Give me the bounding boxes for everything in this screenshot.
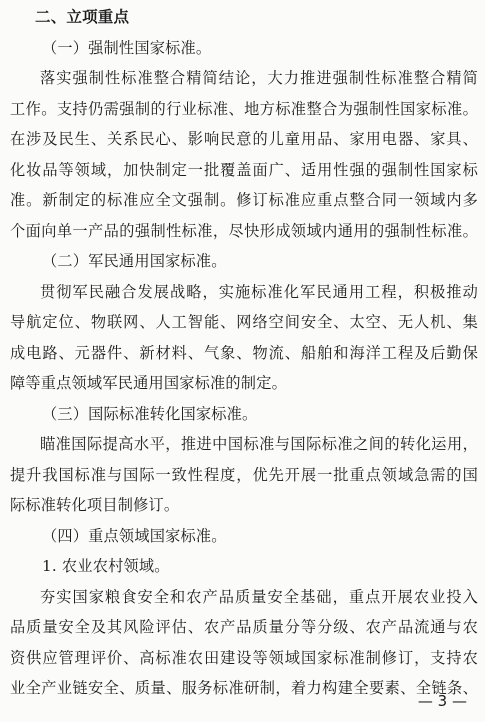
paragraph-line: 障等重点领域军民通用国家标准的制定。: [10, 374, 287, 392]
subsection-heading-mandatory: （一）强制性国家标准。: [42, 39, 212, 57]
subsection-heading-key-fields: （四）重点领域国家标准。: [42, 527, 227, 545]
paragraph-line: 贯彻军民融合发展战略，实施标准化军民通用工程，积极推动: [40, 283, 478, 301]
subsection-heading-agriculture: 1. 农业农村领域。: [42, 557, 170, 575]
paragraph-line: 成电路、元器件、新材料、气象、物流、船舶和海洋工程及后勤保: [10, 344, 478, 362]
paragraph-line: 业全产业链安全、质量、服务标准研制，着力构建全要素、全链条、: [10, 679, 478, 697]
paragraph-line: 际标准转化项目制修订。: [10, 496, 180, 514]
subsection-heading-international: （三）国际标准转化国家标准。: [42, 405, 258, 423]
paragraph-line: 夯实国家粮食安全和农产品质量安全基础，重点开展农业投入: [40, 588, 478, 606]
paragraph-line: 工作。支持仍需强制的行业标准、地方标准整合为强制性国家标准。: [10, 100, 478, 118]
section-heading: 二、立项重点: [35, 8, 130, 26]
paragraph-line: 准。新制定的标准应全文强制。修订标准应重点整合同一领域内多: [10, 191, 478, 209]
paragraph-line: 导航定位、物联网、人工智能、网络空间安全、太空、无人机、集: [10, 313, 478, 331]
paragraph-line: 落实强制性标准整合精简结论，大力推进强制性标准整合精简: [40, 69, 478, 87]
page-number: — 3 —: [417, 692, 467, 710]
paragraph-line: 瞄准国际提高水平，推进中国标准与国际标准之间的转化运用，: [40, 435, 478, 453]
subsection-heading-military-civil: （二）军民通用国家标准。: [42, 252, 227, 270]
paragraph-line: 化妆品等领域，加快制定一批覆盖面广、适用性强的强制性国家标: [10, 161, 478, 179]
paragraph-line: 个面向单一产品的强制性标准，尽快形成领域内通用的强制性标准。: [10, 222, 478, 240]
paragraph-line: 资供应管理评价、高标准农田建设等领域国家标准制修订，支持农: [10, 649, 478, 667]
paragraph-line: 提升我国标准与国际一致性程度，优先开展一批重点领域急需的国: [10, 466, 478, 484]
paragraph-line: 品质量安全及其风险评估、农产品质量分等分级、农产品流通与农: [10, 618, 478, 636]
paragraph-line: 在涉及民生、关系民心、影响民意的儿童用品、家用电器、家具、: [10, 130, 478, 148]
